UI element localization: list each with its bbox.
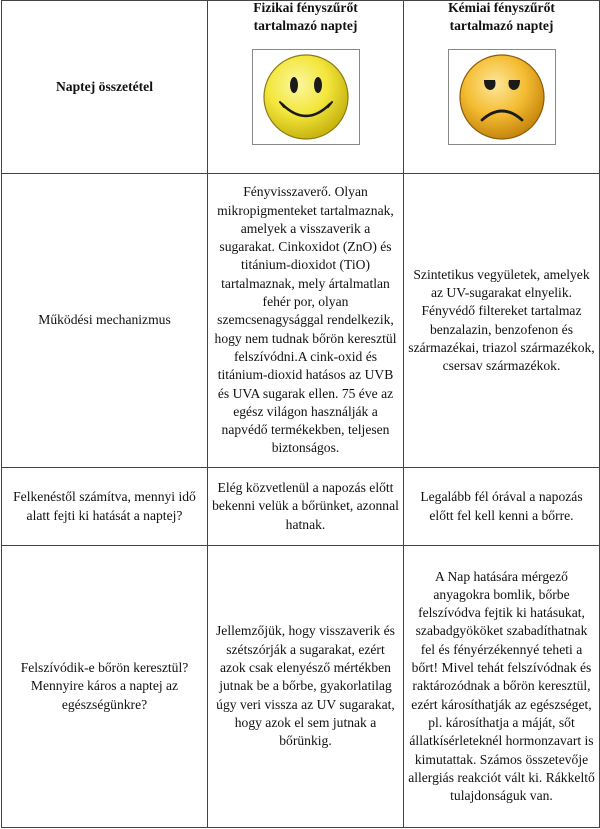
corner-label-cell <box>2 1 208 174</box>
physical-cell: Fényvisszaverő. Olyan mikropigmenteket tartalmaznak, amelyek a visszaverik a sugarakat. Cinkoxidot (ZnO) és titánium-dioxidot (TiO) tartalmaznak, mely ártalmatlan fehér por, olyan szemcsenagysággal rendelkezik, hogy nem tudnak bőrön keresztül felszívódni.A cink-oxid és titánium-dioxid hatásos az UVB és UVA sugarak ellen. 75 éve az egész világon használják a napvédő termékekben, teljesen biztonságos. <box>208 174 404 468</box>
chemical-cell: A Nap hatására mérgező anyagokra bomlik, bőrbe felszívódva fejtik ki hatásukat, szabadgyököket szabadíthatnak fel és fényérzékennyé teheti a bőrt! Mivel tehát felszívódnak és raktározódnak a bőrön keresztül, ezért károsíthatják az egészséget, pl. károsíthatja a máját, sőt állatkísérleteknél hormonzavart is kimutattak. Számos összetevője allergiás reakciót vált ki. Rákkeltő tulajdonságuk van. <box>404 546 600 828</box>
chemical-title-line2: tartalmazó naptej <box>449 18 554 33</box>
chemical-cell: Szintetikus vegyületek, amelyek az UV-sugarakat elnyelik. Fényvédő filtereket tartalmaz benzalazin, benzofenon és származékai, triazol származékok, csersav származékok. <box>404 174 600 468</box>
physical-smiley-wrap <box>212 49 399 145</box>
table-row <box>2 174 600 468</box>
sunscreen-comparison-table <box>1 0 600 828</box>
chemical-filter-title <box>408 0 595 35</box>
happy-smiley-icon <box>258 52 354 142</box>
chemical-smiley-wrap <box>408 49 595 145</box>
physical-title-line2: tartalmazó naptej <box>253 18 358 33</box>
physical-cell: Elég közvetlenül a napozás előtt bekenni velük a bőrünket, azonnal hatnak. <box>208 468 404 546</box>
physical-title-line1: Fizikai fényszűrőt <box>253 0 358 15</box>
physical-cell: Jellemzőjük, hogy visszaverik és szétszórják a sugarakat, ezért azok csak elenyésző mértékben jutnak be a bőrbe, gyakorlatilag úgy veri vissza az UV sugarakat, hogy azok el sem jutnak a bőrünkig. <box>208 546 404 828</box>
row-label: Működési mechanizmus <box>2 174 208 468</box>
sad-smiley-icon <box>454 52 550 142</box>
chemical-title-line1: Kémiai fényszűrőt <box>448 0 555 15</box>
corner-label: Naptej összetétel <box>55 78 153 94</box>
chemical-filter-header <box>404 1 600 174</box>
physical-filter-header <box>208 1 404 174</box>
header-row <box>2 1 600 174</box>
physical-filter-title <box>212 0 399 35</box>
physical-smiley-frame <box>252 49 360 145</box>
chemical-smiley-frame <box>448 49 556 145</box>
table-row <box>2 546 600 828</box>
chemical-cell: Legalább fél órával a napozás előtt fel kell kenni a bőrre. <box>404 468 600 546</box>
row-label: Felkenéstől számítva, mennyi idő alatt fejti ki hatását a naptej? <box>2 468 208 546</box>
row-label: Felszívódik-e bőrön keresztül? Mennyire káros a naptej az egészségünkre? <box>2 546 208 828</box>
table-row <box>2 468 600 546</box>
